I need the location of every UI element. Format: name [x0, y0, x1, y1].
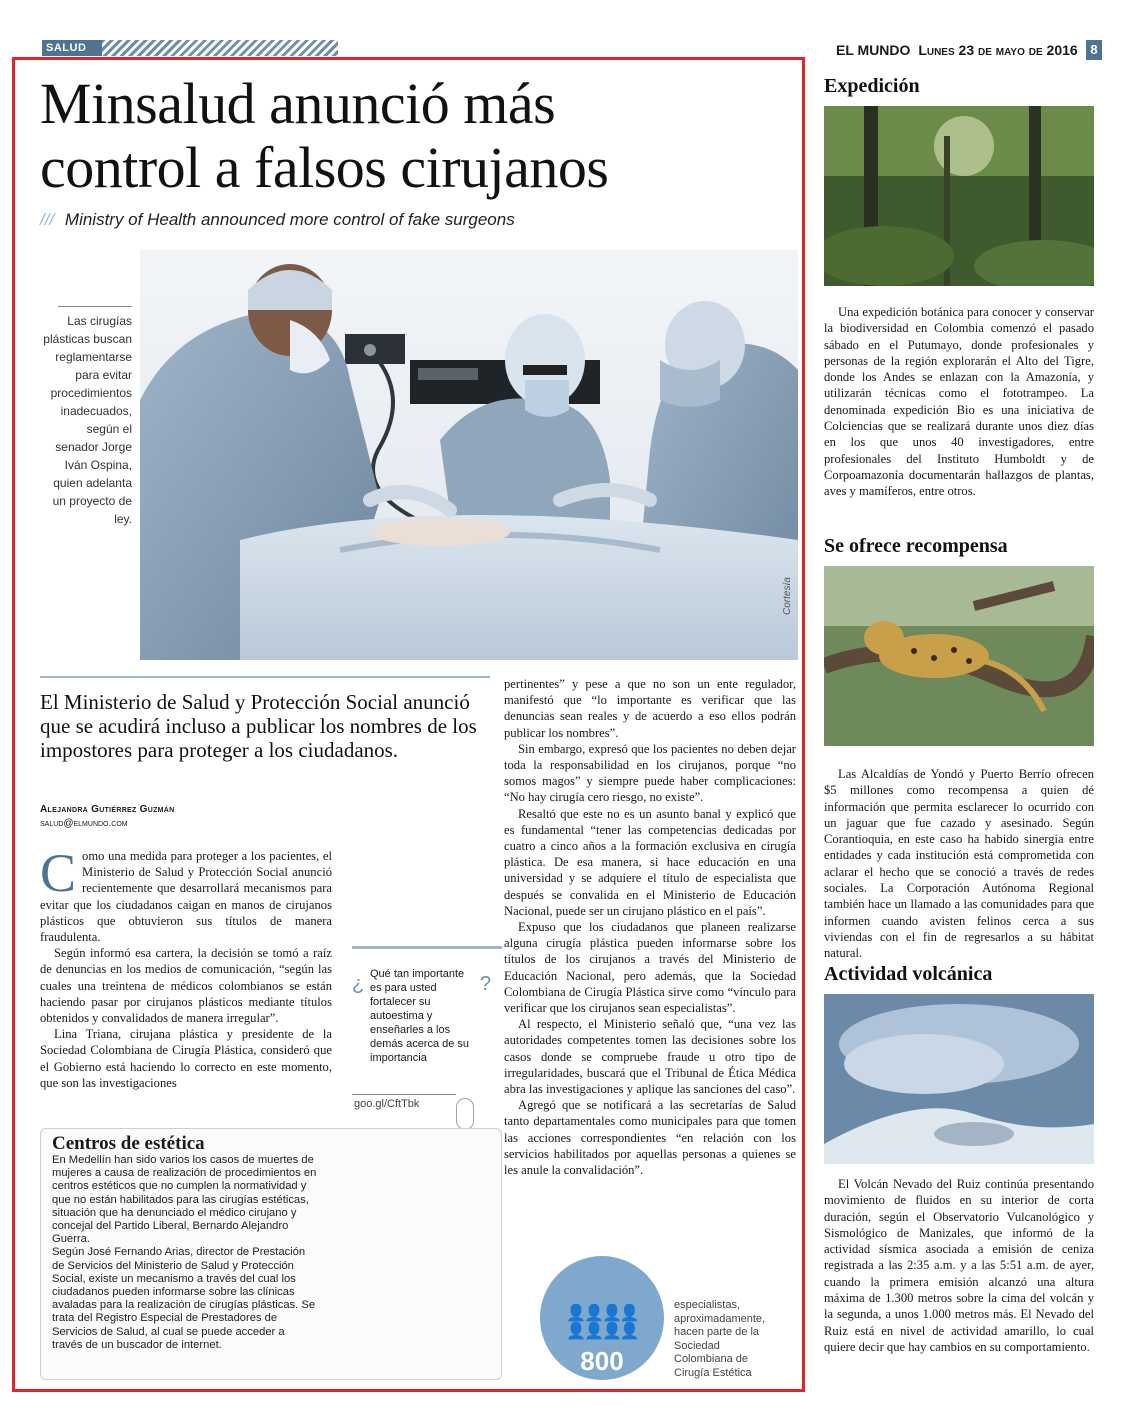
jaguar-photo — [824, 566, 1094, 746]
sidebar-title: Actividad volcánica — [824, 963, 993, 985]
link-rule — [352, 1094, 456, 1095]
sidebar-title: Expedición — [824, 75, 920, 97]
subhead-text: Ministry of Health announced more control of fake surgeons — [64, 210, 515, 229]
sidebar-text — [824, 304, 1094, 500]
page-number: 8 — [1086, 40, 1102, 60]
question-text: Qué tan importante es para usted fortalecer su autoestima y enseñarles a los demás acerca de su importancia — [370, 968, 470, 1064]
volcano-photo — [824, 994, 1094, 1164]
issue-date: Lunes 23 de mayo de 2016 — [918, 42, 1078, 58]
stat-number: 800 — [580, 1346, 624, 1376]
body-paragraph: Al respecto, el Ministerio señaló que, “una vez las autoridades competentes tomen las decisiones sobre los casos donde se compruebe fraude u otro tipo de irregularidades, buscará que el Tribunal de Ética Médica abra las investigaciones y aplique las sanciones del caso”. — [504, 1017, 796, 1097]
headline — [40, 72, 790, 200]
body-paragraph: Resaltó que este no es un asunto banal y explicó que es fundamental “tener las competencias dedicadas por cuatro a cinco años a la formación exclusiva en cirugía plástica. De esa manera, si hace educación en una universidad y se adquiere el título de especialista que después se convalida en el Ministerio de Educación Nacional, puede ser un cirujano plástico en el país”. — [504, 806, 796, 918]
body-paragraph: pertinentes” y pese a que no son un ente regulador, manifestó que “lo importante es verificar que las denuncias sean reales y de acuerdo a eso ellos podrán publicar los nombres”. — [504, 677, 796, 740]
headline-line-2: control a falsos cirujanos — [40, 135, 609, 200]
masthead — [836, 40, 1078, 60]
mouse-icon — [456, 1098, 474, 1130]
article-column-2 — [504, 676, 796, 1178]
question-link[interactable]: goo.gl/CftTbk — [354, 1098, 420, 1110]
subhead-slashes: /// — [40, 210, 55, 229]
people-icon: 👤👤👤👤 👤👤👤👤 — [566, 1303, 638, 1340]
surgery-photo — [140, 250, 798, 660]
forest-photo — [824, 106, 1094, 286]
box-paragraph: En Medellín han sido varios los casos de muertes de mujeres a causa de realización de procedimientos en centros estéticos que no cumplen la normatividad y que no están habilitados para las cirugías estéticas, situación que ha denunciado el médico cirujano y concejal del Partido Liberal, Bernardo Alejandro Guerra. — [52, 1154, 317, 1246]
sidebar-paragraph: Las Alcaldías de Yondó y Puerto Berrío ofrecen $5 millones como recompensa a quien dé información que permita esclarecer lo ocurrido con un jaguar que fue cazado y asesinado. Según Corantioquia, en este caso ha habido sinergia entre entidades y cada institución está comprometida con aclarar el hecho que se conoció a través de redes sociales. La Corporación Autónoma Regional también hace un llamado a las comunidades para que informen cuando avisten felinos cerca a sus viviendas con el fin de regresarlos a su hábitat natural. — [824, 767, 1094, 961]
sidebar-paragraph: Una expedición botánica para conocer y conservar la biodiversidad en Colombia comenzó el pasado sábado en el Putumayo, donde profesionales y personas de la región explorarán el Alto del Tigre, donde los Andes se enlazan con la Amazonía, y utilizarán técnicas como el fototrampeo. La denominada expedición Bio es una iniciativa de Colciencias que se realizará durante unos diez días en los que unos 40 investigadores, entre profesionales del Instituto Humboldt y de Corpoamazonía documentarán hallazgos de plantas, aves y mamíferos, entre otros. — [824, 305, 1094, 499]
body-paragraph: Agregó que se notificará a las secretarías de Salud tanto departamentales como municipales para que tomen las acciones correspondientes “en relación con los servicios habilitados por aquellas personas a quienes se les anule la convalidación”. — [504, 1098, 796, 1178]
body-paragraph: Sin embargo, expresó que los pacientes no deben dejar toda la responsabilidad en los cirujanos, porque “no somos magos” y siempre puede haber complicaciones: “No hay cirugía cero riesgo, no existe”. — [504, 741, 796, 805]
body-paragraph: Expuso que los ciudadanos que planeen realizarse alguna cirugía plástica pueden informarse sobre los títulos de los cirujanos a través del Ministerio de Educación Nacional, pero además, que la Sociedad Colombiana de Cirugía Plástica sirve como “vínculo para verificar que los cirujanos sean especialistas”. — [504, 920, 796, 1016]
author-byline: Alejandra Gutiérrez Guzmán — [40, 804, 175, 815]
sidebar-paragraph: El Volcán Nevado del Ruiz continúa presentando movimiento de fluidos en su interior de corta duración, según el Observatorio Vulcanológico y Sismológico de Manizales, que informó de la actividad sísmica asociada a emisión de ceniza registrada a las 2:35 a.m. y a las 5:51 a.m. de ayer, cuando la primera emisión alcanzó una altura máxima de 1.300 metros sobre la cima del volcán y la segunda, a unos 1.000 metros más. El Nevado del Ruiz está en nivel de actividad amarillo, lo cual quiere decir que hay cambios en su comportamiento. — [824, 1177, 1094, 1354]
photo-credit: Cortesía — [782, 577, 793, 615]
box-body — [52, 1154, 318, 1352]
photo-caption: Las cirugías plásticas buscan reglamentarse para evitar procedimientos inadecuados, según el senador Jorge Iván Ospina, quien adelanta un proyecto de ley. — [43, 314, 132, 526]
section-tag — [42, 40, 338, 56]
newspaper-name: EL MUNDO — [836, 42, 911, 58]
sidebar-text — [824, 1176, 1094, 1355]
subhead — [40, 209, 515, 231]
sidebar-title: Se ofrece recompensa — [824, 535, 1008, 557]
stat-text: especialistas, aproximadamente, hacen parte de la Sociedad Colombiana de Cirugía Estética — [674, 1299, 766, 1379]
body-paragraph: Según informó esa cartera, la decisión se tomó a raíz de denuncias en los medios de comunicación, “según las cuales una treintena de médicos colombianos se están haciendo pasar por cirujanos plásticos mediante títulos obtenidos y convalidados de manera irregular”. — [40, 946, 332, 1026]
sidebar-text — [824, 766, 1094, 962]
box-paragraph: Según José Fernando Arias, director de Prestación de Servicios del Ministerio de Salud y Protección Social, existe un mecanismo a través del cual los ciudadanos pueden informarse sobre las clínicas avaladas para la realización de cirugías plásticas. Se trata del Registro Especial de Prestadores de Servicios de Salud, al cual se puede acceder a través de un buscador de internet. — [52, 1246, 316, 1351]
reader-question — [352, 946, 502, 1065]
question-open-mark: ¿ — [352, 973, 365, 995]
headline-line-1: Minsalud anunció más — [40, 71, 556, 136]
author-email: salud@elmundo.com — [40, 818, 128, 829]
section-label: SALUD — [42, 40, 102, 56]
caption-rule — [58, 306, 132, 307]
body-paragraph: omo una medida para proteger a los pacientes, el Ministerio de Salud y Protección Social anunció recientemente que desarrollará mecanismos para evitar que los ciudadanos caigan en manos de cirujanos plásticos que obtuvieron sus títulos de manera fraudulenta. — [40, 849, 332, 945]
drop-cap: C — [40, 843, 77, 903]
lead-rule — [40, 676, 490, 678]
body-paragraph: Lina Triana, cirujana plástica y presidente de la Sociedad Colombiana de Cirugía Plástica, consideró que el Gobierno está haciendo lo correcto en este momento, que son las investigaciones — [40, 1027, 332, 1090]
box-title: Centros de estética — [52, 1133, 205, 1154]
question-close-mark: ? — [480, 973, 492, 995]
lead-paragraph: El Ministerio de Salud y Protección Social anunció que se acudirá incluso a publicar los nombres de los impostores para proteger a los ciudadanos. — [40, 690, 477, 762]
article-column-1 — [40, 843, 332, 1091]
